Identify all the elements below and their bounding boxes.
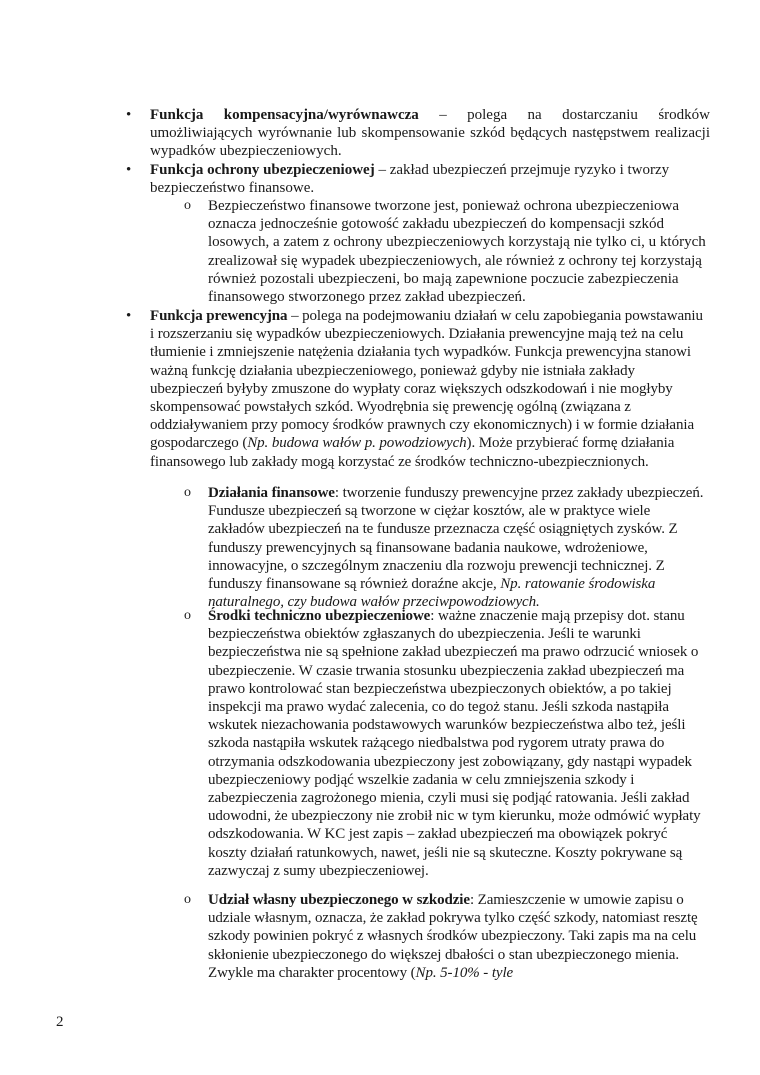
list-item-prewencyjna <box>126 307 710 471</box>
text-techniczne: : ważne znaczenie mają przepisy dot. stanu bezpieczeństwa obiektów zgłaszanych do ubezpieczenia. Jeśli te warunki bezpieczeństwa nie są spełnione zakład ubezpieczeń ma prawo odrzucić wniosek o ubezpieczenie. W czasie trwania stosunku ubezpieczenia zakład ubezpieczeń ma prawo kontrolować stan bezpieczeństwa ubezpieczonych obiektów, a po takiej inspekcji ma prawo wydać zalecenia, co do tegoż stanu. Jeśli szkoda nastąpiła wskutek niezachowania podstawowych warunków bezpieczeństwa albo też, jeśli szkoda nastąpiła wskutek rażącego niedbalstwa pod rygorem utraty prawa do otrzymania odszkodowania ubezpieczony jest zobowiązany, gdy nastąpi wypadek ubezpieczeniowy podjąć wszelkie zadania w celu zmniejszenia szkody i zabezpieczenia zagrożonego mienia, czyli musi się podjąć ratowania. Jeśli zakład udowodni, że ubezpieczony nie zrobił nic w tym kierunku, może odmówić wypłaty odszkodowania. W KC jest zapis – zakład ubezpieczeń ma obowiązek pokryć koszty działań ratunkowych, nawet, jeśli nie są skuteczne. Koszty pokrywane są zazwyczaj z sumy ubezpieczeniowej. <box>208 608 701 879</box>
bullet-dot-icon: • <box>126 107 132 123</box>
text-bezpieczenstwo: Bezpieczeństwo finansowe tworzone jest, ponieważ ochrona ubezpieczeniowa oznacza jednocześnie gotowość zakładu ubezpieczeń do kompensacji szkód losowych, a zatem z ochrony ubezpieczeniowych korzystają nie tylko ci, u których zrealizował się wypadek ubezpieczeniowych, ale również z ochrony tej korzystają również pozostali ubezpieczeni, bo mają zapewnione poczucie zabezpieczenia finansowego stworzonego przez zakład ubezpieczeń. <box>208 198 706 306</box>
text-kompensacyjna: – polega na dostarczaniu środków umożliwiających wyrównanie lub skompensowanie szkód będących następstwem realizacji wypadków ubezpieczeniowych. <box>150 107 710 160</box>
example-finansowe: Np. ratowanie środowiska naturalnego, czy budowa wałów przeciwpowodziowych. <box>208 576 656 611</box>
term-udzial: Udział własny ubezpieczonego w szkodzie <box>208 892 470 908</box>
example-prewencyjna: Np. budowa wałów p. powodziowych <box>247 435 467 452</box>
term-kompensacyjna: Funkcja kompensacyjna/wyrównawcza <box>150 107 419 123</box>
text-prewencyjna-1: – polega na podejmowaniu działań w celu zapobiegania powstawaniu i rozszerzaniu się wypadków ubezpieczeniowych. Działania prewencyjne mają też na celu tłumienie i zmniejszenie natężenia działania tych wypadków. Funkcja prewencyjna stanowi ważną funkcję działania ubezpieczeniowego, ponieważ gdyby nie istniała zakłady ubezpieczeń byłyby zmuszone do wypłaty coraz większych odszkodowań i nie mogłyby skompensować powstałych szkód. Wyodrębnia się prewencję ogólną (związana z oddziaływaniem przy pomocy środków prawnych czy ekonomicznych) i w formie działania gospodarczego ( <box>150 308 703 452</box>
list-item-kompensacyjna <box>126 106 710 161</box>
example-udzial: Np. 5-10% - tyle <box>415 964 514 981</box>
text-udzial: : Zamieszczenie w umowie zapisu o udziale własnym, oznacza, że zakład pokrywa tylko część szkody, natomiast resztę szkody powinien pokryć z własnych środków ubezpieczony. Taki zapis ma na celu skłonienie ubezpieczonego do większej dbałości o stan ubezpieczonego mienia. Zwykle ma charakter procentowy ( <box>208 892 698 981</box>
page-number: 2 <box>56 1014 64 1030</box>
sub-item-bezpieczenstwo <box>184 197 708 306</box>
term-ochrony: Funkcja ochrony ubezpieczeniowej <box>150 162 375 178</box>
text-ochrony: – zakład ubezpieczeń przejmuje ryzyko i tworzy bezpieczeństwo finansowe. <box>150 162 670 197</box>
term-techniczne: Środki techniczno ubezpieczeniowe <box>208 608 431 624</box>
bullet-dot-icon: • <box>126 162 132 178</box>
term-finansowe: Działania finansowe <box>208 485 335 501</box>
sub-item-finansowe <box>184 484 708 611</box>
bullet-dot-icon: • <box>126 308 132 324</box>
text-finansowe: : tworzenie funduszy prewencyjne przez zakłady ubezpieczeń. Fundusze ubezpieczeń są tworzone w ciężar kosztów, ale w praktyce wiele zakładów ubezpieczeń na te fundusze przeznacza część osiągniętych zysków. Z funduszy prewencyjnych są finansowane badania naukowe, wdrożeniowe, innowacyjne, o szczególnym znaczeniu dla rozwoju prewencji technicznej. Z funduszy finansowane są również doraźne akcje, <box>208 485 704 593</box>
bullet-circle-icon: o <box>184 608 191 623</box>
bullet-circle-icon: o <box>184 485 191 500</box>
list-item-ochrony <box>126 161 710 197</box>
bullet-circle-icon: o <box>184 892 191 907</box>
bullet-circle-icon: o <box>184 198 191 213</box>
term-prewencyjna: Funkcja prewencyjna <box>150 308 288 324</box>
sub-item-techniczne <box>184 607 708 880</box>
sub-item-udzial <box>184 891 708 982</box>
text-prewencyjna-2: ). Może przybierać formę działania finansowego lub zakłady mogą korzystać ze środków techniczno-ubezpiecznionych. <box>150 435 675 470</box>
